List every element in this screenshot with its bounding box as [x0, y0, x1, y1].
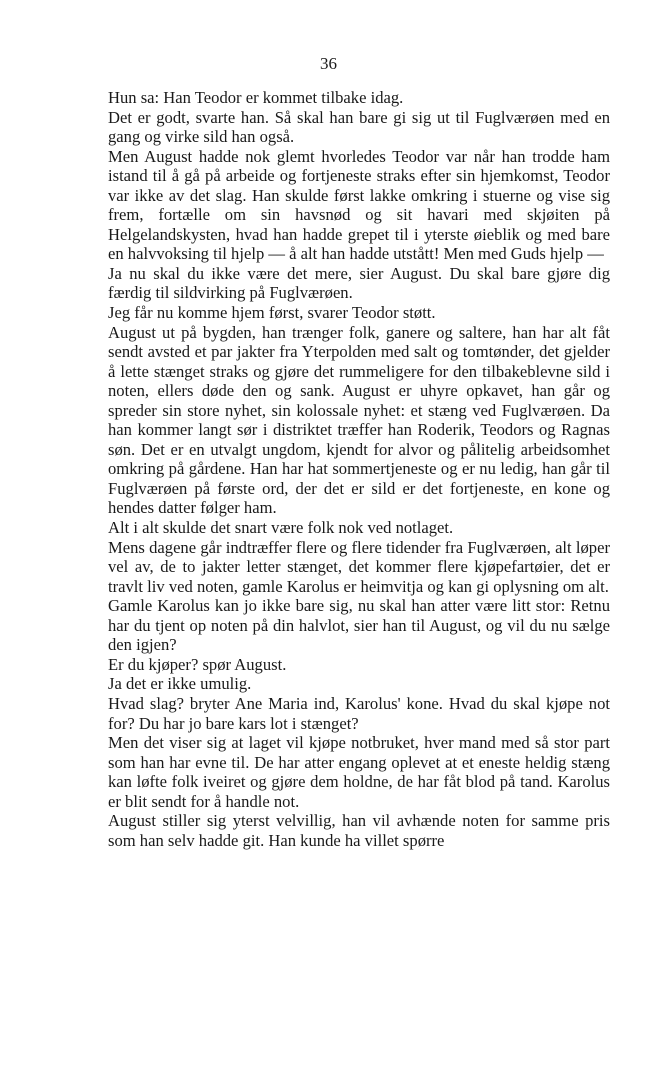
paragraph: Alt i alt skulde det snart være folk nok ved notlaget.: [108, 518, 454, 538]
paragraph: Ja det er ikke umulig.: [108, 674, 252, 694]
paragraph: Gamle Karolus kan jo ikke bare sig, nu skal han atter være litt stor: Retnu har du tjent op noten på din halvlot, sier han til August, og vil du nu sælge den igjen?: [108, 596, 610, 655]
paragraph: Mens dagene går indtræffer flere og flere tidender fra Fuglværøen, alt løper vel av, de to jakter letter stænget, det kommer flere kjøpefartøier, det er travlt liv ved noten, gamle Karolus er heimvitja og kan gi oplysning om alt.: [108, 537, 610, 596]
page-number: 36: [320, 54, 337, 73]
paragraph: Hun sa: Han Teodor er kommet tilbake idag.: [108, 88, 404, 107]
paragraph: Er du kjøper? spør August.: [108, 654, 287, 674]
paragraph: Jeg får nu komme hjem først, svarer Teodor støtt.: [108, 303, 436, 323]
paragraph: Men August hadde nok glemt hvorledes Teodor var når han trodde ham istand til å gå på arbeide og fortjeneste straks efter sin hjemkomst, Teodor var ikke av det slag. Han skulde først lakke omkring i stuerne og vise sig frem, fortælle om sin havsnød og sit havari med skjøiten på Helgelandskysten, hvad han hadde grepet til i yterste øieblik og med bare en halvvoksing til hjelp — å alt han hadde utstått! Men med Guds hjelp —: [108, 146, 610, 264]
paragraph: August ut på bygden, han trænger folk, ganere og saltere, han har alt fåt sendt avsted et par jakter fra Yterpolden med salt og tomtønder, det gjelder å lette stænget straks og gjøre det rummeligere for den tilbakeblevne sild i noten, ellers døde den og sank. August er uhyre opkavet, han går og spreder sin store nyhet, sin kolossale nyhet: et stæng ved Fuglværøen. Da han kommer langt sør i distriktet træffer han Roderik, Teodors og Ragnas søn. Det er en utvalgt ungdom, kjendt for alvor og pålitelig arbeidsomhet omkring på gårdene. Han har hat sommertjeneste og er nu ledig, han går til Fuglværøen på første ord, der det er sild er det fortjeneste, en kone og hendes datter følger ham.: [108, 322, 610, 518]
paragraph: Hvad slag? bryter Ane Maria ind, Karolus' kone. Hvad du skal kjøpe not for? Du har jo bare kars lot i stænget?: [108, 693, 610, 733]
paragraph: August stiller sig yterst velvillig, han vil avhænde noten for samme pris som han selv hadde git. Han kunde ha villet spørre: [108, 811, 610, 850]
body-text: [108, 88, 610, 850]
paragraph: Ja nu skal du ikke være det mere, sier August. Du skal bare gjøre dig færdig til sildvirking på Fuglværøen.: [108, 263, 610, 303]
paragraph: Det er godt, svarte han. Så skal han bare gi sig ut til Fuglværøen med en gang og virke sild han også.: [108, 107, 610, 147]
paragraph: Men det viser sig at laget vil kjøpe notbruket, hver mand med så stor part som han har evne til. De har atter engang oplevet at et eneste heldig stæng kan løfte folk iveiret og gjøre dem holdne, de har fåt blod på tand. Karolus er blit sendt for å handle not.: [108, 733, 610, 811]
